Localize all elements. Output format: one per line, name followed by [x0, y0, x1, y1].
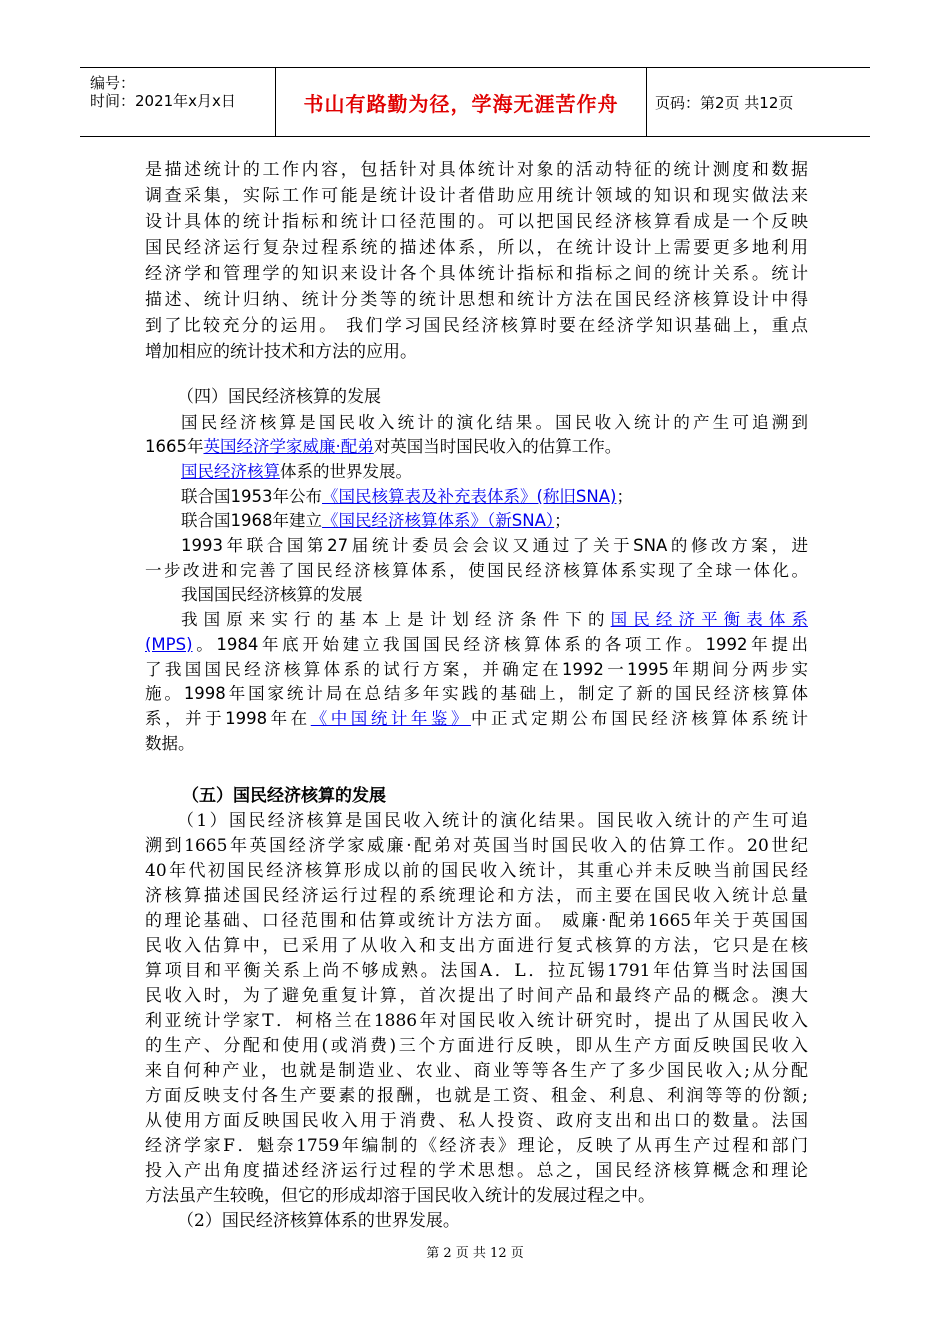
section-5-title: （五）国民经济核算的发展	[182, 786, 386, 806]
text-line: 数据。	[145, 734, 195, 753]
text-line: 的理论基础、口径范围和估算或统计方法方面。 威廉·配弟1665年关于英国国	[145, 911, 808, 931]
text-line: 调查采集，实际工作可能是统计设计者借助应用统计领域的知识和现实做法来	[145, 186, 808, 206]
text-line: 民收入估算中，已采用了从收入和支出方面进行复式核算的方法，它只是在核	[145, 936, 808, 956]
text-line: 了我国国民经济核算体系的试行方案，并确定在1992一1995年期间分两步实	[145, 660, 808, 679]
text-line: 施。1998年国家统计局在总结多年实践的基础上，制定了新的国民经济核算体	[145, 684, 808, 703]
text-line: 国民经济核算是国民收入统计的演化结果。国民收入统计的产生可追溯到	[181, 413, 808, 432]
link-national-accounts[interactable]: 国民经济核算	[181, 462, 280, 481]
text-line: 的生产、分配和使用(或消费)三个方面进行反映，即从生产方面反映国民收入	[145, 1036, 808, 1056]
link-mps-abbr[interactable]: (MPS)	[145, 635, 193, 654]
text-line: 增加相应的统计技术和方法的应用。	[145, 342, 417, 362]
link-old-sna[interactable]: 《国民核算表及补充表体系》(称旧SNA)	[322, 487, 617, 506]
header-left-cell	[80, 68, 276, 136]
code-label: 编号：	[90, 74, 136, 92]
link-new-sna[interactable]: 《国民经济核算体系》（新SNA）	[322, 511, 555, 530]
text-line: (MPS)。1984年底开始建立我国国民经济核算体系的各项工作。1992年提出	[145, 635, 808, 654]
link-china-statistical-yearbook[interactable]: 《中国统计年鉴》	[310, 709, 471, 728]
text-line: 一步改进和完善了国民经济核算体系，使国民经济核算体系实现了全球一体化。	[145, 561, 808, 580]
text-line: 40年代初国民经济核算形成以前的国民收入统计，其重心并未反映当前国民经	[145, 861, 808, 881]
text-line: 经济学和管理学的知识来设计各个具体统计指标和指标之间的统计关系。统计	[145, 264, 808, 284]
header-right-cell	[647, 68, 870, 136]
text-line: 经济学家F．魁奈1759年编制的《经济表》理论，反映了从再生产过程和部门	[145, 1136, 808, 1156]
header-table	[80, 67, 870, 137]
page-footer: 第 2 页 共 12 页	[426, 1246, 524, 1261]
text-line: 来自何种产业，也就是制造业、农业、商业等等各生产了多少国民收入;从分配	[145, 1061, 808, 1081]
motto: 书山有路勤为径，学海无涯苦作舟	[303, 91, 619, 116]
text-line: 方法虽产生较晚，但它的形成却溶于国民收入统计的发展过程之中。	[145, 1186, 655, 1206]
text-line: 联合国1953年公布《国民核算表及补充表体系》(称旧SNA)；	[181, 487, 633, 506]
text-line: 联合国1968年建立《国民经济核算体系》（新SNA）；	[181, 511, 571, 530]
text-line: 国民经济核算体系的世界发展。	[181, 462, 412, 481]
time-label: 时间：2021年x月x日	[90, 92, 236, 110]
link-mps[interactable]: 国民经济平衡表体系	[610, 610, 809, 629]
text-line: （2）国民经济核算体系的世界发展。	[177, 1211, 460, 1231]
text-line: 算项目和平衡关系上尚不够成熟。法国A．L．拉瓦锡1791年估算当时法国国	[145, 961, 808, 981]
text-line: （1）国民经济核算是国民收入统计的演化结果。国民收入统计的产生可追	[177, 811, 808, 831]
text-line: 我国原来实行的基本上是计划经济条件下的国民经济平衡表体系	[181, 610, 809, 629]
text-line: 我国国民经济核算的发展	[181, 585, 363, 604]
text-line: 描述、统计归纳、统计分类等的统计思想和统计方法在国民经济核算设计中得	[145, 290, 808, 310]
text-line: 溯到1665年英国经济学家威廉·配弟对英国当时国民收入的估算工作。20世纪	[145, 836, 808, 856]
text-line: 1665年英国经济学家威廉·配弟对英国当时国民收入的估算工作。	[145, 437, 622, 456]
text-line: 方面反映支付各生产要素的报酬，也就是工资、租金、利息、利润等等的份额;	[145, 1086, 808, 1106]
text-line: 从使用方面反映国民收入用于消费、私人投资、政府支出和出口的数量。法国	[145, 1111, 808, 1131]
text-line: 系，并于1998年在《中国统计年鉴》中正式定期公布国民经济核算体系统计	[145, 709, 809, 728]
text-line: 利亚统计学家T．柯格兰在1886年对国民收入统计研究时，提出了从国民收入	[145, 1011, 808, 1031]
header-middle-cell	[276, 68, 647, 136]
page-indicator: 页码：第2页 共12页	[655, 93, 794, 112]
text-line: 国民经济运行复杂过程系统的描述体系，所以，在统计设计上需要更多地利用	[145, 238, 808, 258]
section-4-title: （四）国民经济核算的发展	[177, 387, 381, 407]
text-line: 济核算描述国民经济运行过程的系统理论和方法，而主要在国民收入统计总量	[145, 886, 808, 906]
text-line: 设计具体的统计指标和统计口径范围的。可以把国民经济核算看成是一个反映	[145, 212, 808, 232]
text-line: 是描述统计的工作内容，包括针对具体统计对象的活动特征的统计测度和数据	[145, 160, 808, 180]
link-william-petty[interactable]: 英国经济学家威廉·配弟	[203, 437, 374, 456]
text-line: 民收入时，为了避免重复计算，首次提出了时间产品和最终产品的概念。澳大	[145, 986, 808, 1006]
text-line: 到了比较充分的运用。 我们学习国民经济核算时要在经济学知识基础上，重点	[145, 316, 808, 336]
text-line: 1993年联合国第27届统计委员会会议又通过了关于SNA的修改方案，进	[181, 536, 808, 555]
text-line: 投入产出角度描述经济运行过程的学术思想。总之，国民经济核算概念和理论	[145, 1161, 808, 1181]
